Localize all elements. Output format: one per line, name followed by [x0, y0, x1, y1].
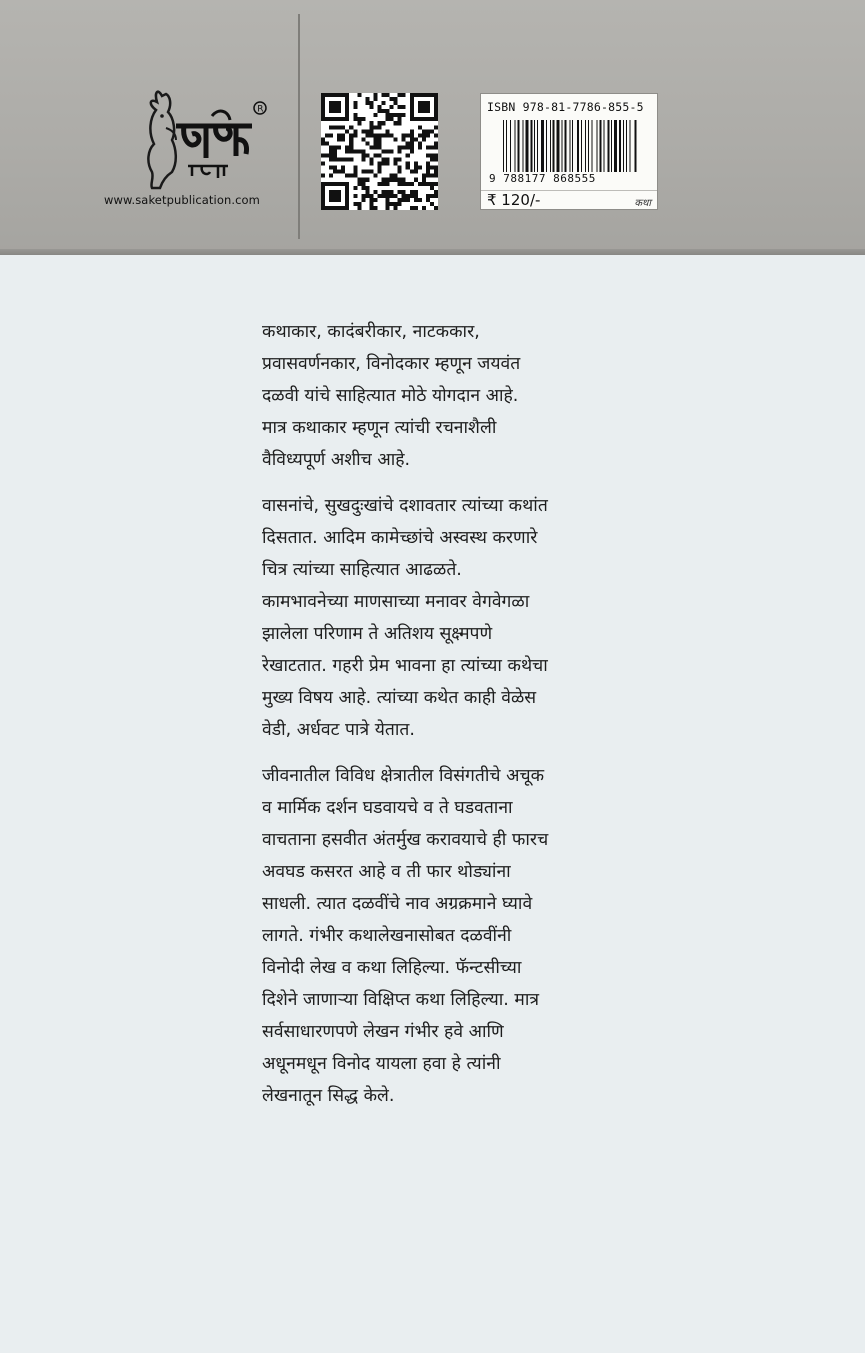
publisher-website[interactable]: www.saketpublication.com — [104, 193, 260, 207]
blurb-line: प्रवासवर्णनकार, विनोदकार म्हणून जयवंत — [262, 354, 521, 374]
isbn-label: ISBN 978-81-7786-855-5 — [487, 100, 644, 114]
blurb-paragraph — [262, 316, 682, 476]
blurb-line: सर्वसाधारणपणे लेखन गंभीर हवे आणि — [262, 1022, 504, 1042]
blurb-line: जीवनातील विविध क्षेत्रातील विसंगतीचे अचूक — [262, 766, 545, 786]
blurb-line: झालेला परिणाम ते अतिशय सूक्ष्मपणे — [262, 624, 493, 644]
blurb-line: वासनांचे, सुखदुःखांचे दशावतार त्यांच्या कथांत — [262, 496, 548, 516]
blurb-line: दिसतात. आदिम कामेच्छांचे अस्वस्थ करणारे — [262, 528, 538, 548]
blurb-line: चित्र त्यांच्या साहित्यात आढळते. — [262, 560, 462, 580]
blurb-line: वेडी, अर्धवट पात्रे येतात. — [262, 720, 415, 740]
blurb-line: दळवी यांचे साहित्यात मोठे योगदान आहे. — [262, 386, 519, 406]
blurb-line: व मार्मिक दर्शन घडवायचे व ते घडवताना — [262, 798, 513, 818]
vertical-divider — [298, 14, 300, 239]
qr-code-icon — [321, 93, 438, 210]
blurb-line: रेखाटतात. गहरी प्रेम भावना हा त्यांच्या कथेचा — [262, 656, 548, 676]
svg-text:R: R — [257, 104, 264, 115]
publisher-logo — [132, 88, 272, 198]
isbn-barcode-box — [480, 93, 658, 210]
blurb-paragraph — [262, 760, 682, 1112]
category-label: कथा — [634, 198, 651, 209]
barcode-icon — [503, 120, 653, 172]
blurb-line: वाचताना हसवीत अंतर्मुख करावयाचे ही फारच — [262, 830, 549, 850]
blurb-paragraph — [262, 490, 682, 746]
blurb-line: लेखनातून सिद्ध केले. — [262, 1086, 395, 1106]
rabbit-logo-icon — [132, 88, 272, 198]
back-cover-blurb — [262, 316, 682, 1126]
blurb-line: कथाकार, कादंबरीकार, नाटककार, — [262, 322, 480, 342]
blurb-line: अधूनमधून विनोद यायला हवा हे त्यांनी — [262, 1054, 501, 1074]
blurb-line: कामभावनेच्या माणसाच्या मनावर वेगवेगळा — [262, 592, 530, 612]
barcode-digits: 9 788177 868555 — [489, 172, 596, 185]
blurb-line: लागते. गंभीर कथालेखनासोबत दळवींनी — [262, 926, 512, 946]
price: ₹ 120/- — [487, 191, 541, 209]
blurb-line: दिशेने जाणाऱ्या विक्षिप्त कथा लिहिल्या. मात्र — [262, 990, 540, 1010]
blurb-line: साधली. त्यात दळवींचे नाव अग्रक्रमाने घ्यावे — [262, 894, 533, 914]
blurb-line: मात्र कथाकार म्हणून त्यांची रचनाशैली — [262, 418, 497, 438]
blurb-line: वैविध्यपूर्ण अशीच आहे. — [262, 450, 411, 470]
blurb-line: अवघड कसरत आहे व ती फार थोड्यांना — [262, 862, 511, 882]
blurb-line: मुख्य विषय आहे. त्यांच्या कथेत काही वेळेस — [262, 688, 537, 708]
blurb-line: विनोदी लेख व कथा लिहिल्या. फॅन्टसीच्या — [262, 958, 522, 978]
